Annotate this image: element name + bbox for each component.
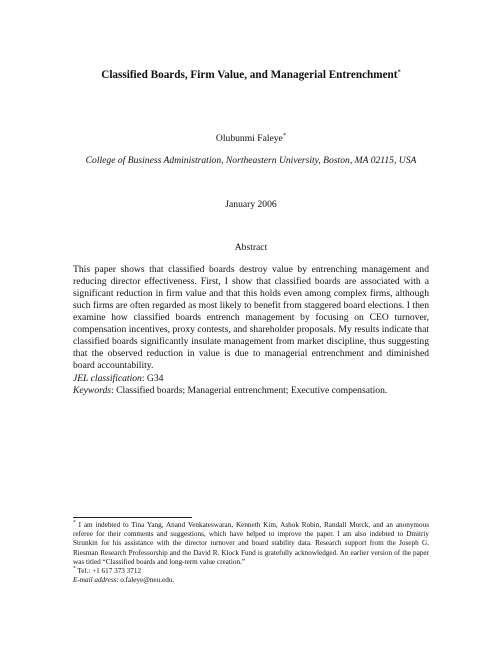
abstract-body: This paper shows that classified boards destroy value by entrenching management and reducing director effectiveness. First, I show that classified boards are associated with a significant reduction in firm value and that this holds even among complex firms, although such firms are often regarded as most likely to benefit from staggered board elections. I then examine how classified boards entrench management by focusing on CEO turnover, compensation incentives, proxy contests, and shareholder proposals. My results indicate that classified boards significantly insulate management from market discipline, thus suggesting that the observed reduction in value is due to managerial entrenchment and diminished board accountability. xyxy=(73,264,429,372)
keywords-label: Keywords xyxy=(73,385,112,396)
abstract-heading: Abstract xyxy=(234,242,268,253)
author-name xyxy=(40,133,462,145)
jel-classification xyxy=(73,373,429,385)
acknowledgement-footnote xyxy=(73,521,429,567)
keywords-line xyxy=(73,385,429,397)
email-label: E-mail address xyxy=(73,576,117,584)
author-name-text: Olubunmi Faleye xyxy=(215,133,283,144)
email-value: : o.faleye@neu.edu. xyxy=(116,576,175,584)
jel-label: JEL classification xyxy=(73,373,142,384)
paper-title-text: Classified Boards, Firm Value, and Managerial Entrenchment xyxy=(101,69,398,81)
footnote-divider xyxy=(73,517,192,518)
title-footnote-marker: * xyxy=(397,68,401,76)
publication-date: January 2006 xyxy=(225,199,277,210)
keywords-value: : Classified boards; Managerial entrenchment; Executive compensation. xyxy=(111,385,388,396)
author-affiliation: College of Business Administration, Northeastern University, Boston, MA 02115, USA xyxy=(85,155,417,166)
paper-title xyxy=(40,68,462,82)
author-footnote-marker: * xyxy=(282,131,287,139)
email-footnote xyxy=(73,576,429,585)
telephone-footnote xyxy=(73,567,429,576)
acknowledgement-marker: * xyxy=(73,519,76,526)
jel-value: : G34 xyxy=(141,373,164,384)
telephone-marker: * xyxy=(73,565,76,572)
telephone-text: Tel.: +1 617 373 3712 xyxy=(75,567,142,575)
acknowledgement-text: I am indebted to Tina Yang, Anand Venkateswaran, Kenneth Kim, Ashok Robin, Randall Morck, and an anonymous referee for their comments and suggestions, which have helped to improve the paper. I am also indebted to Dmitriy Strunkin for his assistance with the director turnover and board stability data. Research support from the Joseph G. Riesman Research Professorship and the David R. Klock Fund is gratefully acknowledged. An earlier version of the paper was titled “Classified boards and long-term value creation.” xyxy=(73,521,429,566)
